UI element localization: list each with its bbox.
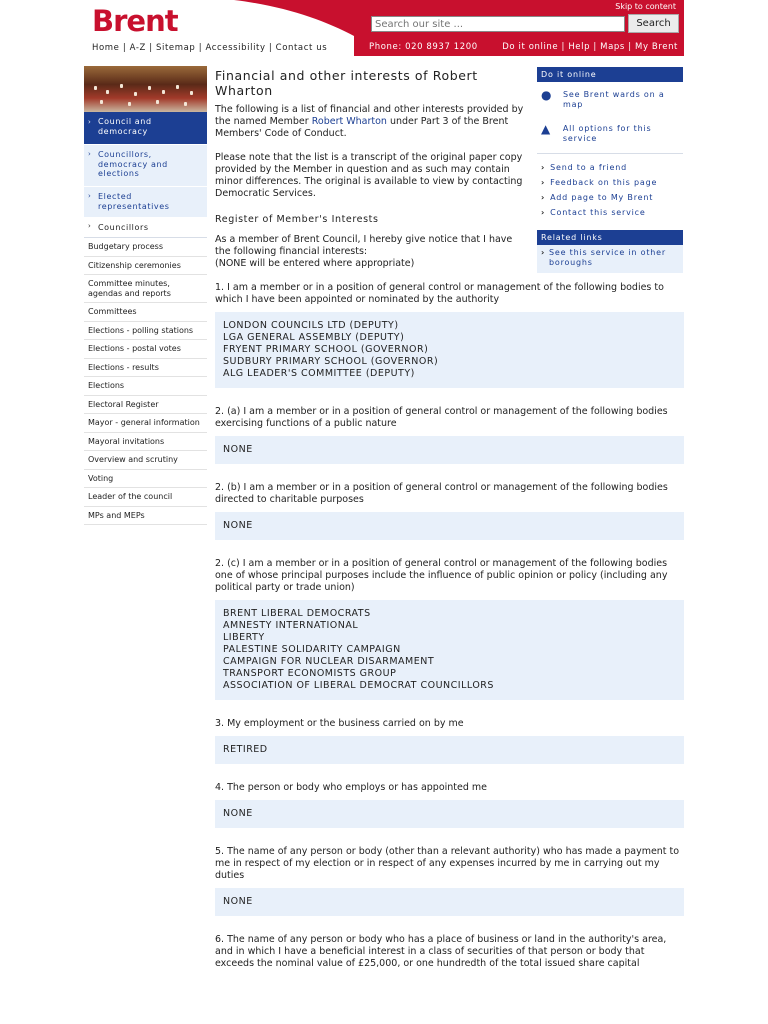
register-heading: Register of Member's Interests bbox=[215, 214, 379, 225]
interest-answer-box bbox=[215, 436, 684, 464]
interest-sections bbox=[215, 282, 684, 970]
interest-answer: NONE bbox=[223, 808, 253, 819]
page-title: Financial and other interests of Robert Wharton bbox=[215, 68, 478, 98]
sidebar-link[interactable]: Voting bbox=[84, 470, 207, 489]
arrow-bullet-icon: › bbox=[88, 150, 92, 158]
phone-number: Phone: 020 8937 1200 bbox=[369, 42, 478, 52]
interest-answer-box bbox=[215, 800, 684, 828]
interest-answer: PALESTINE SOLIDARITY CAMPAIGN bbox=[223, 644, 401, 655]
page-action-links bbox=[537, 153, 683, 220]
sidebar-item-label: Councillors bbox=[98, 223, 149, 232]
sidebar-item-label: Councillors, democracy and elections bbox=[98, 150, 168, 178]
options-link[interactable] bbox=[537, 116, 683, 150]
nav-help-link[interactable]: Help bbox=[568, 42, 591, 52]
sidebar-link[interactable]: Committee minutes, agendas and reports bbox=[84, 275, 207, 303]
skip-to-content-link[interactable]: Skip to content bbox=[615, 2, 676, 11]
interest-answer-box bbox=[215, 736, 684, 764]
options-link-label: All options for this service bbox=[562, 124, 652, 143]
mouse-icon: ▲ bbox=[541, 122, 552, 136]
sidebar-link[interactable]: Overview and scrutiny bbox=[84, 451, 207, 470]
nav-my-brent-link[interactable]: My Brent bbox=[635, 42, 678, 52]
sidebar-item-council-democracy[interactable] bbox=[84, 112, 207, 144]
header-red-nav: Do it online | Help | Maps | My Brent bbox=[502, 42, 678, 52]
interest-answer: LONDON COUNCILS LTD (DEPUTY) bbox=[223, 320, 399, 331]
map-link[interactable] bbox=[537, 82, 683, 116]
interest-answer: NONE bbox=[223, 896, 253, 907]
council-chamber-photo bbox=[84, 66, 207, 112]
interest-question: 2. (a) I am a member or in a position of general control or management of the following bodies exercising functions of a public nature bbox=[215, 406, 668, 429]
send-to-friend-link[interactable]: › Send to a friend bbox=[537, 160, 683, 175]
interest-answer: NONE bbox=[223, 444, 253, 455]
notice-text: As a member of Brent Council, I hereby give notice that I have the following financial interests: bbox=[215, 234, 513, 257]
nav-sitemap-link[interactable]: Sitemap bbox=[156, 43, 196, 53]
left-sidebar bbox=[84, 112, 207, 525]
sidebar-link[interactable]: Budgetary process bbox=[84, 238, 207, 257]
do-it-online-heading: Do it online bbox=[537, 67, 683, 82]
intro-text: The following is a list of financial and other interests provided by the named Member bbox=[215, 104, 524, 127]
interest-answer: NONE bbox=[223, 520, 253, 531]
nav-a-z-link[interactable]: A-Z bbox=[129, 43, 146, 53]
interest-answer: LIBERTY bbox=[223, 632, 265, 643]
sidebar-link[interactable]: Leader of the council bbox=[84, 488, 207, 507]
search-button[interactable]: Search bbox=[628, 14, 679, 33]
arrow-bullet-icon: › bbox=[88, 222, 92, 230]
sidebar-link[interactable]: Elections - postal votes bbox=[84, 340, 207, 359]
interest-answer-box bbox=[215, 888, 684, 916]
sidebar-item-elected-representatives[interactable] bbox=[84, 186, 207, 217]
interest-answer-box bbox=[215, 512, 684, 540]
interest-answer: ASSOCIATION OF LIBERAL DEMOCRAT COUNCILLORS bbox=[223, 680, 494, 691]
interest-answer: RETIRED bbox=[223, 744, 268, 755]
sidebar-link[interactable]: MPs and MEPs bbox=[84, 507, 207, 526]
sidebar-item-councillors[interactable] bbox=[84, 217, 207, 238]
intro-paragraph bbox=[215, 104, 525, 140]
interest-answer: CAMPAIGN FOR NUCLEAR DISARMAMENT bbox=[223, 656, 435, 667]
other-boroughs-link[interactable]: › See this service in other boroughs bbox=[537, 245, 683, 273]
interest-answer: AMNESTY INTERNATIONAL bbox=[223, 620, 359, 631]
map-link-label: See Brent wards on a map bbox=[562, 90, 665, 109]
interest-question: 3. My employment or the business carried on by me bbox=[215, 718, 464, 729]
site-header bbox=[84, 0, 684, 56]
nav-maps-link[interactable]: Maps bbox=[600, 42, 625, 52]
interest-question: 6. The name of any person or body who has a place of business or land in the authority's area, and in which I have a beneficial interest in a class of securities of that person or body that exceeds the nominal value of £25,000, or one hundredth of the total issued share capital bbox=[215, 934, 667, 969]
nav-home-link[interactable]: Home bbox=[92, 43, 120, 53]
sidebar-link[interactable]: Elections - results bbox=[84, 359, 207, 378]
sidebar-link-list bbox=[84, 238, 207, 525]
sidebar-item-label: Elected representatives bbox=[98, 192, 170, 211]
sidebar-link[interactable]: Elections - polling stations bbox=[84, 322, 207, 341]
sidebar-link[interactable]: Mayoral invitations bbox=[84, 433, 207, 452]
brent-logo[interactable]: Brent bbox=[92, 4, 178, 38]
add-to-my-brent-link[interactable]: › Add page to My Brent bbox=[537, 190, 683, 205]
interest-answer: TRANSPORT ECONOMISTS GROUP bbox=[223, 668, 397, 679]
search-input[interactable] bbox=[371, 16, 625, 32]
right-column bbox=[537, 67, 683, 273]
sidebar-link[interactable]: Electoral Register bbox=[84, 396, 207, 415]
interest-answer-box bbox=[215, 600, 684, 700]
interest-question: 2. (c) I am a member or in a position of general control or management of the following bodies one of whose principal purposes include the influence of public opinion or policy (including any political party or trade union) bbox=[215, 558, 668, 593]
transcript-note: Please note that the list is a transcript of the original paper copy provided by the Member in question and as such may contain minor differences. The original is available to view by contacting Democratic Services. bbox=[215, 152, 523, 199]
sidebar-link[interactable]: Citizenship ceremonies bbox=[84, 257, 207, 276]
nav-do-it-online-link[interactable]: Do it online bbox=[502, 42, 559, 52]
member-name-link[interactable]: Robert Wharton bbox=[311, 116, 387, 127]
sidebar-link[interactable]: Elections bbox=[84, 377, 207, 396]
sidebar-link[interactable]: Committees bbox=[84, 303, 207, 322]
sidebar-item-label: Council and democracy bbox=[98, 117, 152, 136]
related-links-heading: Related links bbox=[537, 230, 683, 245]
interest-answer: BRENT LIBERAL DEMOCRATS bbox=[223, 608, 371, 619]
sidebar-link[interactable]: Mayor - general information bbox=[84, 414, 207, 433]
nav-accessibility-link[interactable]: Accessibility bbox=[205, 43, 266, 53]
arrow-bullet-icon: › bbox=[88, 118, 92, 126]
arrow-bullet-icon: › bbox=[88, 192, 92, 200]
interest-question: 2. (b) I am a member or in a position of general control or management of the following bodies directed to charitable purposes bbox=[215, 482, 668, 505]
intro-text: under Part 3 of the Brent Members' Code of Conduct. bbox=[215, 116, 509, 139]
interest-question: 4. The person or body who employs or has appointed me bbox=[215, 782, 488, 793]
notice-note: (NONE will be entered where appropriate) bbox=[215, 258, 415, 269]
interest-answer: LGA GENERAL ASSEMBLY (DEPUTY) bbox=[223, 332, 405, 343]
contact-service-link[interactable]: › Contact this service bbox=[537, 205, 683, 220]
related-links-panel bbox=[537, 230, 683, 273]
interest-answer: SUDBURY PRIMARY SCHOOL (GOVERNOR) bbox=[223, 356, 439, 367]
interest-answer-box bbox=[215, 312, 684, 388]
interest-answer: ALG LEADER'S COMMITTEE (DEPUTY) bbox=[223, 368, 415, 379]
map-pin-icon: ● bbox=[541, 88, 553, 102]
feedback-link[interactable]: › Feedback on this page bbox=[537, 175, 683, 190]
interest-question: 5. The name of any person or body (other than a relevant authority) who has made a payment to me in respect of my election or in respect of any expenses incurred by me in carrying out my duties bbox=[215, 846, 680, 881]
interest-question: 1. I am a member or in a position of general control or management of the following bodies to which I have been appointed or nominated by the authority bbox=[215, 282, 664, 305]
utility-nav: Home | A-Z | Sitemap | Accessibility | Contact us bbox=[92, 43, 328, 53]
sidebar-item-councillors-democracy-elections[interactable] bbox=[84, 144, 207, 186]
nav-contact-link[interactable]: Contact us bbox=[275, 43, 328, 53]
interest-answer: FRYENT PRIMARY SCHOOL (GOVERNOR) bbox=[223, 344, 429, 355]
